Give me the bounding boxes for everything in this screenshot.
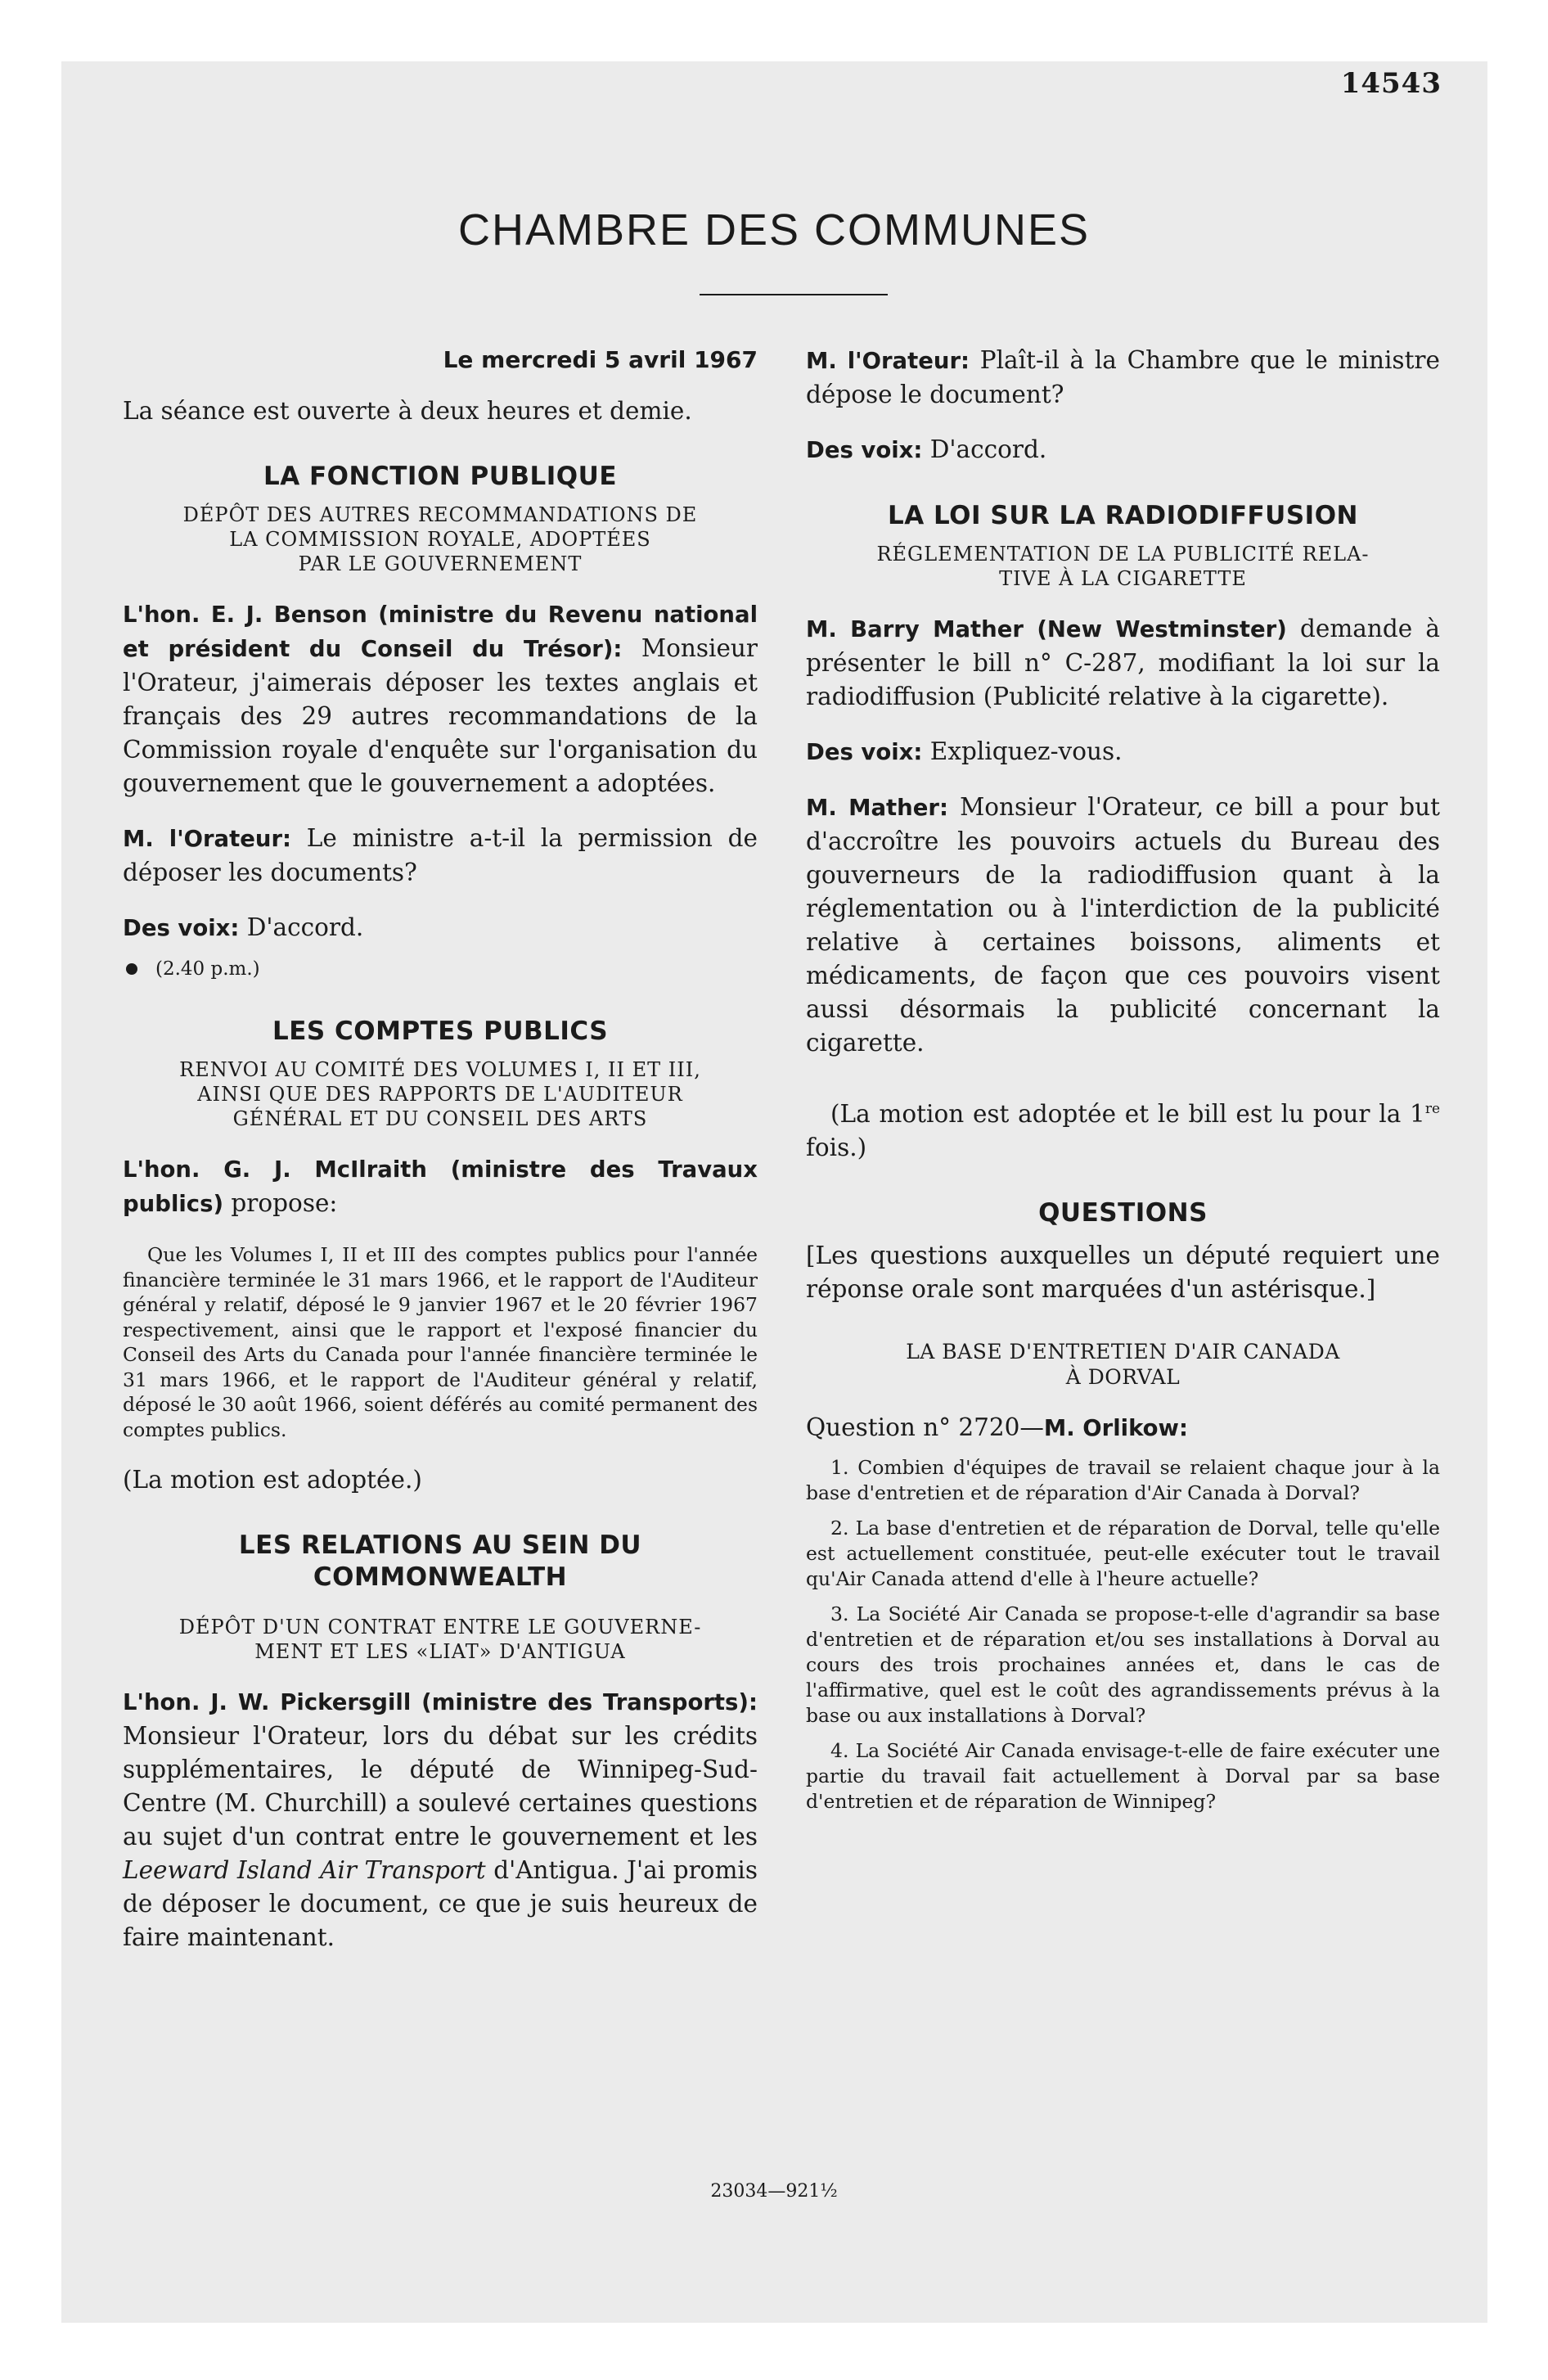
paragraph-des-voix-2 xyxy=(806,433,1440,467)
section-heading-radiodiffusion: LA LOI SUR LA RADIODIFFUSION xyxy=(888,501,1358,530)
speech-text: Monsieur l'Orateur, lors du débat sur les crédits supplémentaires, le député de Winnipeg-Sud-Centre (M. Churchill) a soulevé certaines questions au sujet d'un contrat entre le gouvernement et les xyxy=(123,1722,758,1850)
speech-text: propose: xyxy=(223,1189,338,1217)
subheading-line: DÉPÔT DES AUTRES RECOMMANDATIONS DE xyxy=(182,503,698,526)
opening-text: La séance est ouverte à deux heures et demie. xyxy=(123,397,692,425)
subheading-line: RENVOI AU COMITÉ DES VOLUMES I, II ET III, xyxy=(179,1058,701,1081)
left-column xyxy=(123,344,758,1954)
motion-adopted: (La motion est adoptée.) xyxy=(123,1466,422,1494)
bill-first-reading xyxy=(806,1093,1440,1165)
speaker-name: L'hon. G. J. McIlraith (ministre des Travaux publics) xyxy=(123,1156,758,1217)
question-heading-2: À DORVAL xyxy=(1065,1364,1181,1389)
paragraph-mather xyxy=(806,612,1440,714)
question-line xyxy=(806,1411,1440,1445)
speaker-name: Des voix: xyxy=(806,739,923,765)
question-number: Question n° 2720— xyxy=(806,1413,1044,1441)
question-heading: LA BASE D'ENTRETIEN D'AIR CANADA xyxy=(906,1339,1340,1364)
adopted-text: fois.) xyxy=(806,1133,867,1161)
bullet-icon xyxy=(126,963,137,975)
paragraph-mcilraith xyxy=(123,1152,758,1221)
speaker-name: M. Barry Mather (New Westminster) xyxy=(806,616,1287,642)
section-heading-fonction-publique: LA FONCTION PUBLIQUE xyxy=(263,462,618,491)
question-item: 1. Combien d'équipes de travail se relaient chaque jour à la base d'entretien et de réparation d'Air Canada à Dorval? xyxy=(806,1455,1440,1504)
paragraph-des-voix-3 xyxy=(806,735,1440,769)
paragraph-des-voix xyxy=(123,911,758,945)
speech-text: Monsieur l'Orateur, ce bill a pour but d'accroître les pouvoirs actuels du Bureau des gouverneurs de la radiodiffusion quant à la réglementation ou à l'interdiction de la publicité relative à certaines boissons, aliments et médicaments, de façon que ces pouvoirs visent aussi désormais la publicité concernant la cigarette. xyxy=(806,793,1440,1057)
speech-text: Expliquez-vous. xyxy=(922,737,1123,765)
speaker-name: M. l'Orateur: xyxy=(806,348,970,374)
speaker-name: L'hon. J. W. Pickersgill (ministre des Transports): xyxy=(123,1689,758,1715)
right-column xyxy=(806,344,1440,1814)
subheading-line: TIVE À LA CIGARETTE xyxy=(999,567,1247,590)
motion-text: Que les Volumes I, II et III des comptes publics pour l'année financière terminée le 31 mars 1966, et le rapport de l'Auditeur général y relatif, déposé le 9 janvier 1967 et le 20 février 1967 respectivement, ainsi que le rapport et l'exposé financier du Conseil des Arts du Canada pour l'année financière terminée le 31 mars 1966, et le rapport de l'Auditeur général y relatif, déposé le 30 août 1966, soient déférés au comité permanent des comptes publics. xyxy=(123,1243,758,1441)
sitting-date: Le mercredi 5 avril 1967 xyxy=(443,346,758,373)
speech-text: Monsieur l'Orateur, j'aimerais déposer les textes anglais et français des 29 autres recommandations de la Commission royale d'enquête sur l'organisation du gouvernement que le gouvernement a adoptées. xyxy=(123,634,758,797)
speech-text: d'Antigua. J'ai promis de déposer le document, ce que je suis heureux de faire maintenant. xyxy=(123,1856,758,1951)
speaker-name: M. Mather: xyxy=(806,795,948,821)
question-author: M. Orlikow: xyxy=(1043,1414,1188,1441)
section-heading-comptes-publics: LES COMPTES PUBLICS xyxy=(272,1016,609,1046)
section-heading-commonwealth-2: COMMONWEALTH xyxy=(313,1562,568,1592)
time-marker xyxy=(123,955,758,983)
speaker-name: Des voix: xyxy=(123,915,240,941)
subheading-line: DÉPÔT D'UN CONTRAT ENTRE LE GOUVERNE- xyxy=(178,1616,702,1639)
page-number: 14543 xyxy=(1340,67,1442,100)
subheading-line: PAR LE GOUVERNEMENT xyxy=(298,552,583,575)
paragraph-mather-2 xyxy=(806,791,1440,1060)
subheading-line: RÉGLEMENTATION DE LA PUBLICITÉ RELA- xyxy=(876,543,1370,566)
subheading-line: LA COMMISSION ROYALE, ADOPTÉES xyxy=(229,528,651,551)
subheading-line: MENT ET LES «LIAT» D'ANTIGUA xyxy=(254,1640,626,1663)
paragraph-orateur-2 xyxy=(806,344,1440,412)
speaker-name: Des voix: xyxy=(806,437,923,463)
speech-text: demande à présenter le bill n° C-287, modifiant la loi sur la radiodiffusion (Publicité relative à la cigarette). xyxy=(806,615,1440,710)
time-text: (2.40 p.m.) xyxy=(155,958,260,980)
footer-code: 23034—921½ xyxy=(710,2181,838,2202)
subheading-line: GÉNÉRAL ET DU CONSEIL DES ARTS xyxy=(232,1107,648,1130)
section-heading-questions: QUESTIONS xyxy=(1038,1197,1208,1228)
speaker-name: L'hon. E. J. Benson (ministre du Revenu national et président du Conseil du Trésor): xyxy=(123,602,758,662)
page-title: CHAMBRE DES COMMUNES xyxy=(457,205,1091,255)
questions-note: [Les questions auxquelles un député requiert une réponse orale sont marquées d'un astérisque.] xyxy=(806,1241,1440,1303)
section-heading-commonwealth: LES RELATIONS AU SEIN DU xyxy=(238,1530,642,1560)
speech-text-italic: Leeward Island Air Transport xyxy=(123,1856,486,1884)
speaker-name: M. l'Orateur: xyxy=(123,826,292,852)
title-divider xyxy=(700,294,888,295)
question-item: 4. La Société Air Canada envisage-t-elle de faire exécuter une partie du travail fait actuellement à Dorval par sa base d'entretien et de réparation de Winnipeg? xyxy=(806,1738,1440,1813)
ordinal-superscript: re xyxy=(1424,1101,1440,1117)
subheading-line: AINSI QUE DES RAPPORTS DE L'AUDITEUR xyxy=(197,1083,683,1106)
question-item: 3. La Société Air Canada se propose-t-elle d'agrandir sa base d'entretien et de réparation et/ou ses installations à Dorval au cours des trois prochaines années et, dans le cas de l'affirmative, quel est le coût des agrandissements prévus à la base ou aux installations à Dorval? xyxy=(806,1602,1440,1727)
paragraph-orateur xyxy=(123,822,758,890)
paragraph-benson xyxy=(123,597,758,800)
question-item: 2. La base d'entretien et de réparation de Dorval, telle qu'elle est actuellement constituée, peut-elle exécuter tout le travail qu'Air Canada attend d'elle à l'heure actuelle? xyxy=(806,1516,1440,1590)
paragraph-pickersgill xyxy=(123,1685,758,1954)
speech-text: Plaît-il à la Chambre que le ministre dépose le document? xyxy=(806,346,1440,408)
speech-text: D'accord. xyxy=(922,435,1047,463)
speech-text: Le ministre a-t-il la permission de déposer les documents? xyxy=(123,824,758,886)
adopted-text: (La motion est adoptée et le bill est lu pour la 1 xyxy=(830,1099,1425,1128)
speech-text: D'accord. xyxy=(239,913,364,941)
